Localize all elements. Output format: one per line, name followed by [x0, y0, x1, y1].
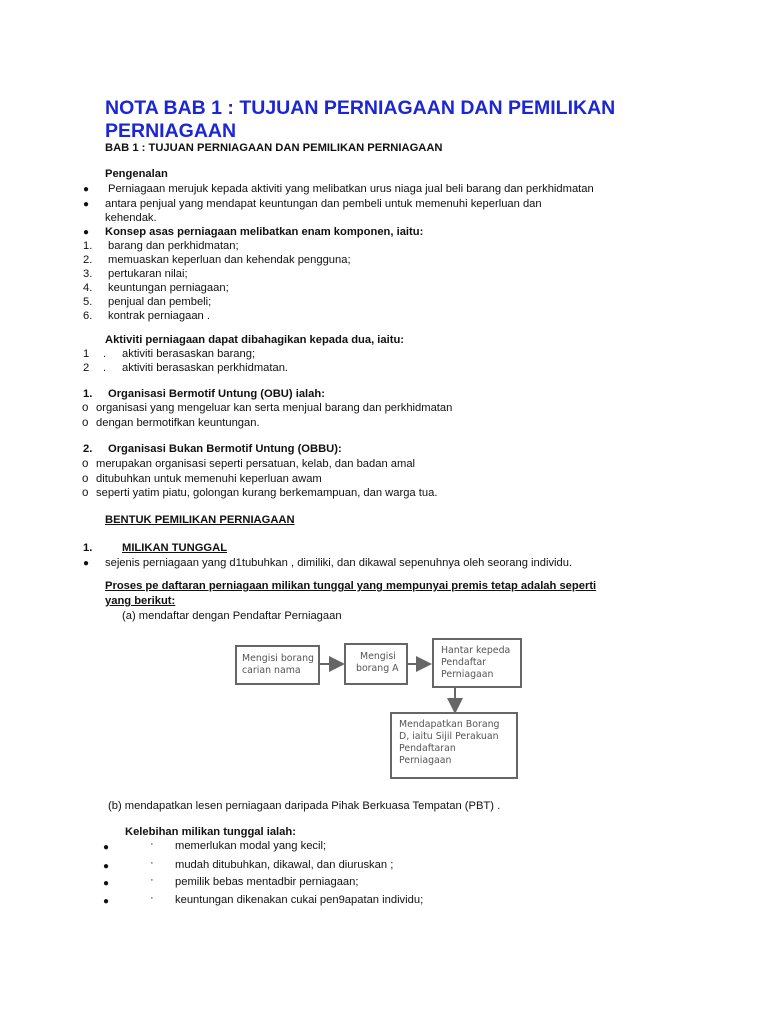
sole-definition: sejenis perniagaan yang d1tubuhkan , dimiliki, dan dikawal sepenuhnya oleh seorang individu. — [105, 557, 573, 569]
sole-heading: MILIKAN TUNGGAL — [122, 542, 228, 554]
obbu-heading: Organisasi Bukan Bermotif Untung (OBBU): — [108, 443, 342, 455]
intro-heading: Pengenalan — [105, 168, 168, 180]
intro-bullet-2: antara penjual yang mendapat keuntungan dan pembeli untuk memenuhi keperluan dan — [105, 198, 542, 210]
subtitle: BAB 1 : TUJUAN PERNIAGAAN DAN PEMILIKAN PERNIAGAAN — [105, 142, 443, 154]
list-number: 4. — [83, 282, 93, 294]
list-item: memuaskan keperluan dan kehendak pengguna; — [108, 254, 351, 266]
circle-bullet: o — [82, 402, 89, 414]
activity-item-2: aktiviti berasaskan perkhidmatan. — [122, 362, 289, 374]
list-number: 3. — [83, 268, 93, 280]
list-dot: . — [103, 362, 107, 374]
flow-box-4-line-2: D, iaitu Sijil Perakuan — [399, 731, 499, 742]
flow-box-3-line-1: Hantar kepeda — [441, 645, 511, 656]
flow-box-1 — [235, 645, 320, 685]
obu-item-2: dengan bermotifkan keuntungan. — [96, 417, 260, 429]
list-number: 5. — [83, 296, 93, 308]
page-title-line-1: NOTA BAB 1 : TUJUAN PERNIAGAAN DAN PEMILIKAN — [105, 97, 616, 119]
section-number: 1. — [83, 388, 93, 400]
flow-box-2-line-2: borang A — [356, 663, 399, 674]
process-line-1: Proses pe daftaran perniagaan milikan tunggal yang mempunyai premis tetap adalah seperti — [105, 580, 597, 592]
list-item: memerlukan modal yang kecil; — [175, 840, 327, 852]
flow-box-3-line-3: Perniagaan — [441, 669, 494, 680]
circle-bullet: o — [82, 458, 89, 470]
obu-item-1: organisasi yang mengeluar kan serta menjual barang dan perkhidmatan — [96, 402, 453, 414]
flow-box-4-line-3: Pendaftaran — [399, 743, 456, 754]
list-item: mudah ditubuhkan, dikawal, dan diuruskan ; — [175, 859, 394, 871]
section-number: 2. — [83, 443, 93, 455]
bullet-dot: ● — [103, 878, 110, 889]
list-item: keuntungan dikenakan cukai pen9apatan individu; — [175, 894, 424, 906]
flow-box-1-line-2: carian nama — [242, 665, 301, 676]
intro-bullet-2-cont: kehendak. — [105, 212, 157, 224]
advantages-heading: Kelebihan milikan tunggal ialah: — [125, 826, 296, 838]
middle-dot: · — [150, 838, 154, 850]
bullet-dot: ● — [83, 184, 90, 195]
section-number: 1. — [83, 542, 93, 554]
list-item: kontrak perniagaan . — [108, 310, 210, 322]
bullet-dot: ● — [83, 227, 90, 238]
circle-bullet: o — [82, 417, 89, 429]
bullet-dot: ● — [103, 861, 110, 872]
obu-heading: Organisasi Bermotif Untung (OBU) ialah: — [108, 388, 325, 400]
obbu-item-1: merupakan organisasi seperti persatuan, kelab, dan badan amal — [96, 458, 416, 470]
list-dot: . — [103, 348, 107, 360]
list-number: 6. — [83, 310, 93, 322]
middle-dot: · — [150, 892, 154, 904]
flow-box-2 — [344, 643, 408, 685]
obbu-item-3: seperti yatim piatu, golongan kurang berkemampuan, dan warga tua. — [96, 487, 438, 499]
ownership-heading: BENTUK PEMILIKAN PERNIAGAAN — [105, 514, 295, 526]
list-item: pemilik bebas mentadbir perniagaan; — [175, 876, 359, 888]
circle-bullet: o — [82, 487, 89, 499]
bullet-dot: ● — [83, 558, 90, 569]
list-item: pertukaran nilai; — [108, 268, 188, 280]
list-item: keuntungan perniagaan; — [108, 282, 229, 294]
list-number: 2 — [83, 362, 90, 374]
flow-box-4-line-1: Mendapatkan Borang — [399, 719, 500, 730]
flow-box-2-line-1: Mengisi — [360, 651, 396, 662]
concept-heading: Konsep asas perniagaan melibatkan enam komponen, iaitu: — [105, 226, 424, 238]
activities-heading: Aktiviti perniagaan dapat dibahagikan kepada dua, iaitu: — [105, 334, 405, 346]
bullet-dot: ● — [103, 842, 110, 853]
bullet-dot: ● — [83, 199, 90, 210]
circle-bullet: o — [82, 473, 89, 485]
list-number: 1. — [83, 240, 93, 252]
step-b: (b) mendapatkan lesen perniagaan daripada Pihak Berkuasa Tempatan (PBT) . — [108, 800, 501, 812]
bullet-dot: ● — [103, 896, 110, 907]
list-item: barang dan perkhidmatan; — [108, 240, 239, 252]
flow-box-3 — [432, 638, 522, 688]
step-a: (a) mendaftar dengan Pendaftar Perniagaan — [122, 610, 342, 622]
list-item: penjual dan pembeli; — [108, 296, 212, 308]
list-number: 2. — [83, 254, 93, 266]
flow-box-1-line-1: Mengisi borang — [242, 653, 315, 664]
process-line-2: yang berikut: — [105, 595, 176, 607]
flow-box-4-line-4: Perniagaan — [399, 755, 452, 766]
intro-bullet-1: Perniagaan merujuk kepada aktiviti yang melibatkan urus niaga jual beli barang dan perkhidmatan — [108, 183, 594, 195]
middle-dot: · — [150, 874, 154, 886]
flow-box-4 — [390, 712, 518, 779]
middle-dot: · — [150, 857, 154, 869]
list-number: 1 — [83, 348, 90, 360]
obbu-item-2: ditubuhkan untuk memenuhi keperluan awam — [96, 473, 322, 485]
flow-box-3-line-2: Pendaftar — [441, 657, 487, 668]
page-title-line-2: PERNIAGAAN — [105, 120, 237, 142]
activity-item-1: aktiviti berasaskan barang; — [122, 348, 256, 360]
